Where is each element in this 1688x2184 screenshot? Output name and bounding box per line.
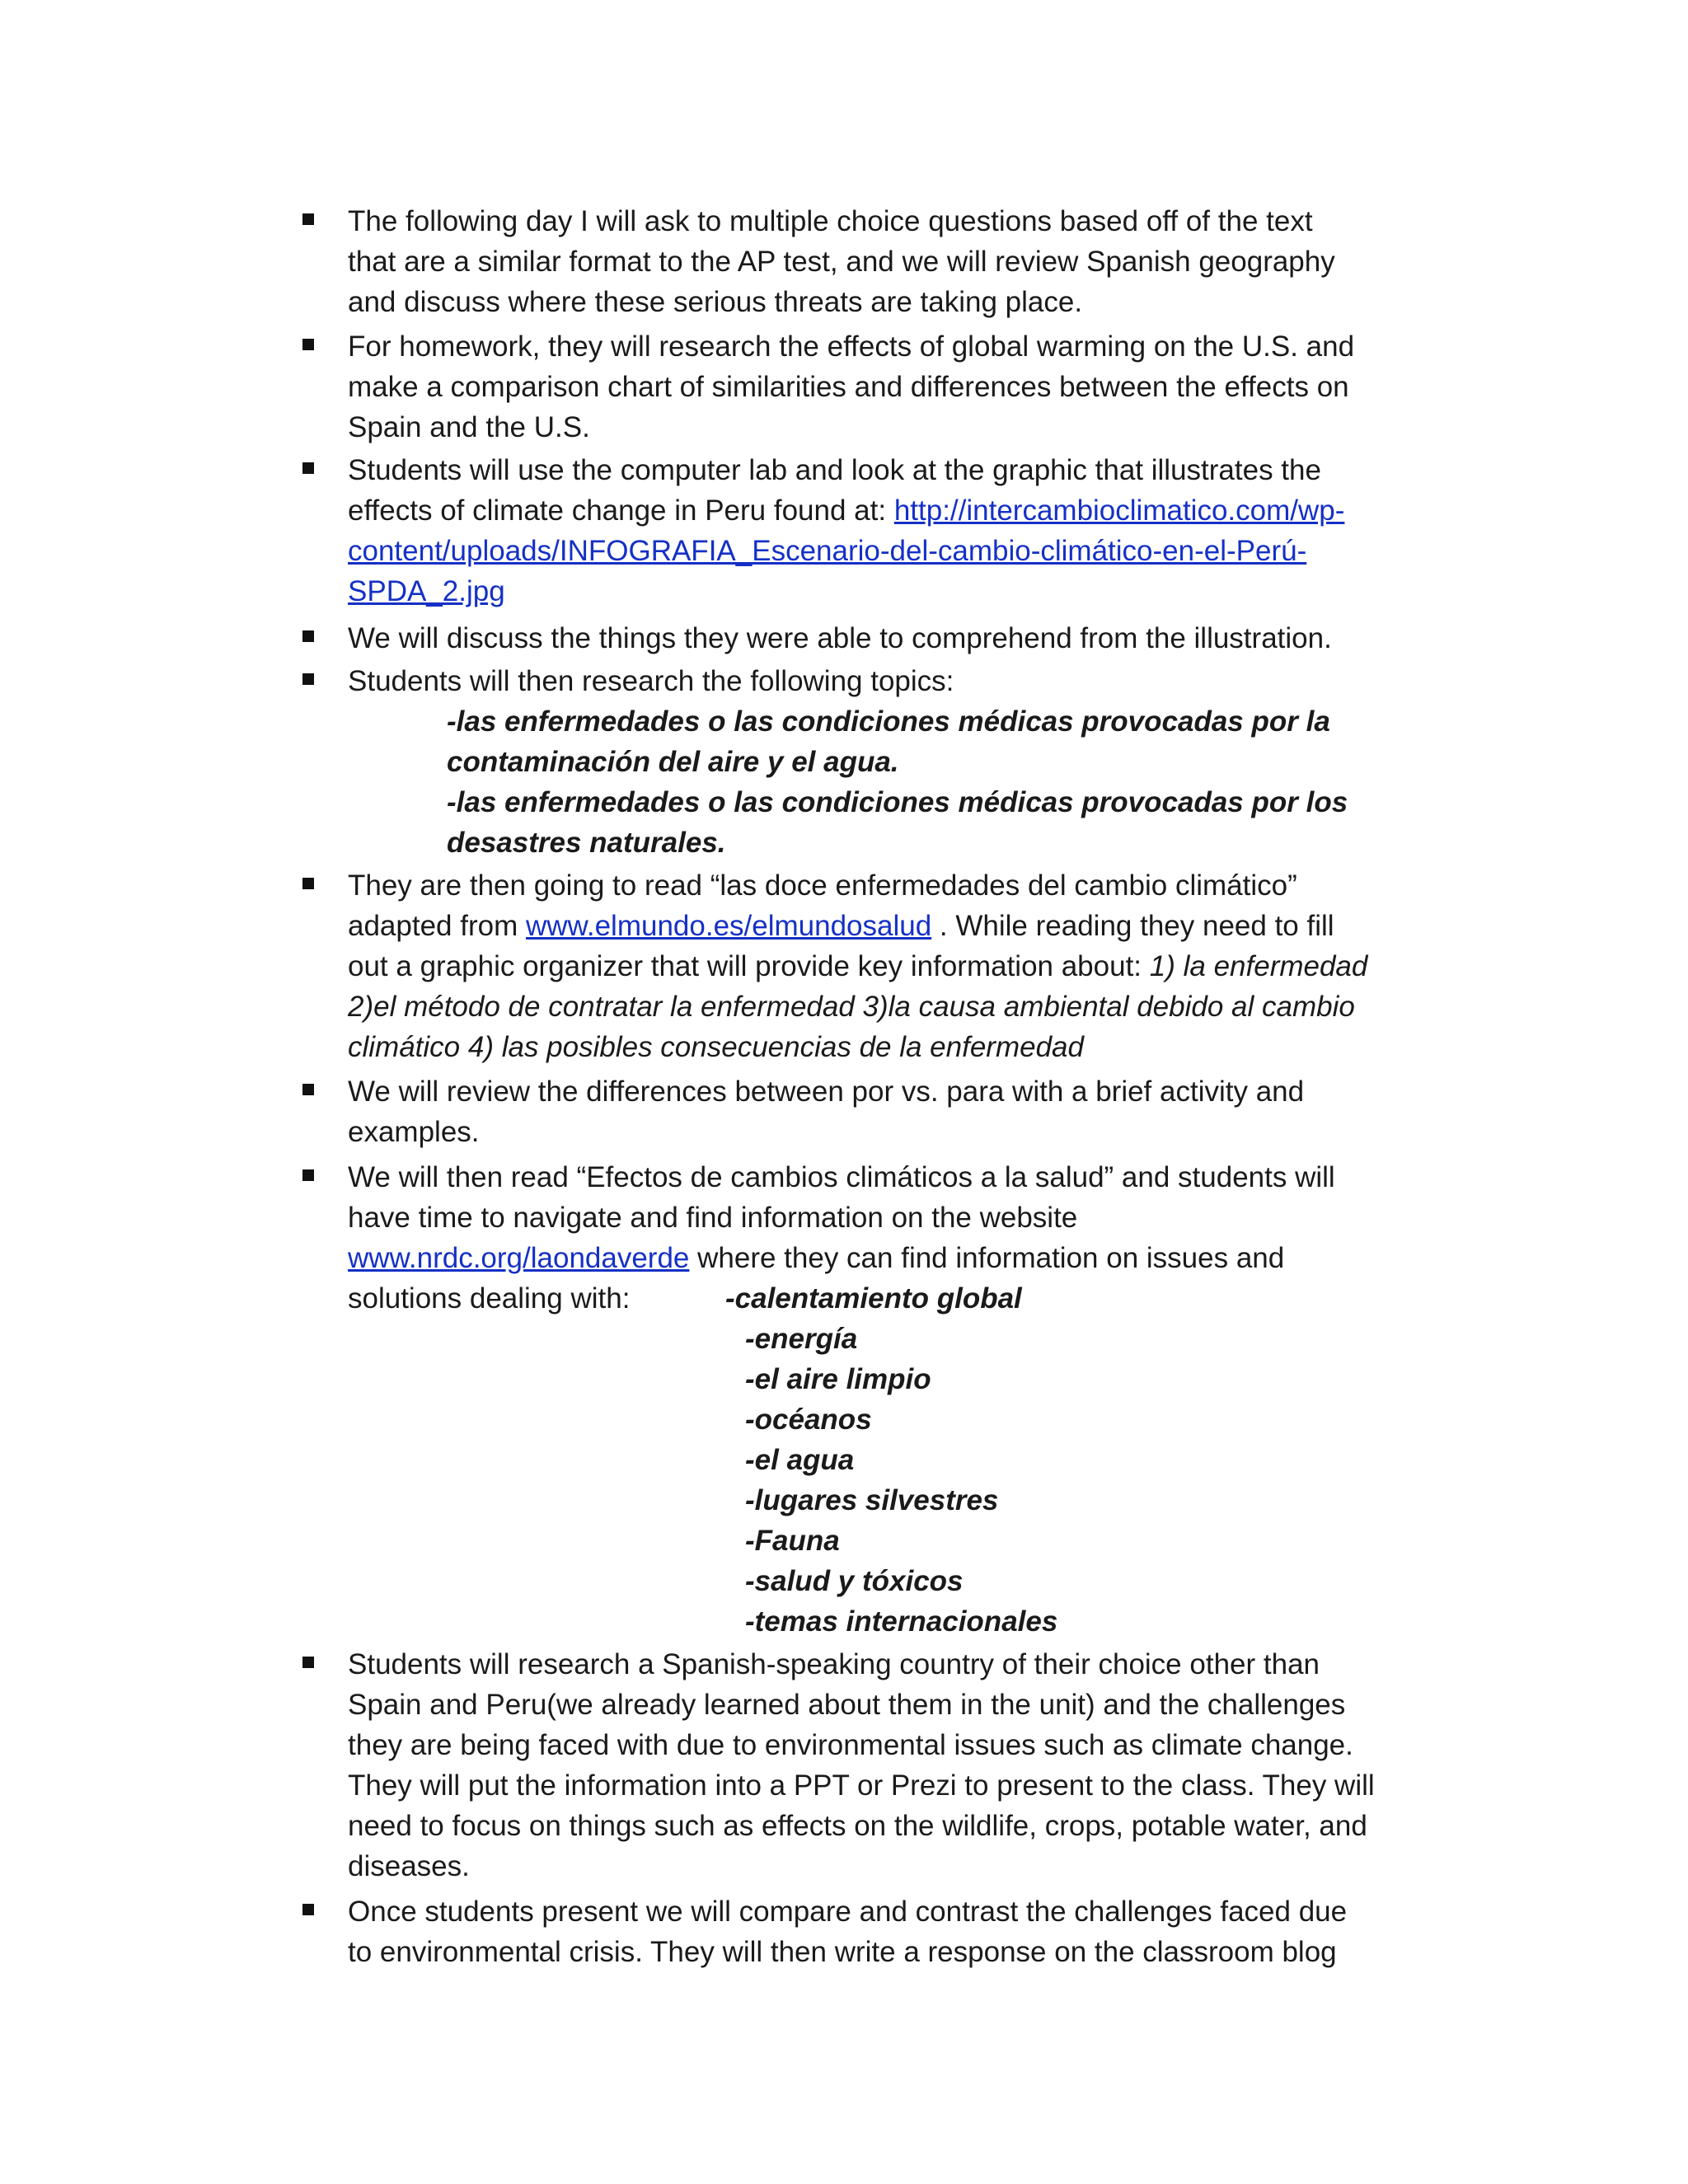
square-bullet-icon: [302, 1169, 314, 1181]
topic-line: -temas internacionales: [745, 1605, 1058, 1638]
topic-line: desastres naturales.: [447, 827, 726, 859]
topic-line: -las enfermedades o las condiciones médicas provocadas por la: [447, 705, 1330, 738]
text-line: Once students present we will compare and contrast the challenges faced due: [348, 1896, 1348, 1928]
topic-line: -salud y tóxicos: [745, 1565, 964, 1597]
text-line: make a comparison chart of similarities and differences between the effects on: [348, 371, 1349, 403]
text-line: Spain and the U.S.: [348, 411, 590, 443]
square-bullet-icon: [302, 213, 314, 225]
square-bullet-icon: [302, 1657, 314, 1668]
text-line: [348, 946, 1367, 987]
topic-line: -lugares silvestres: [745, 1484, 999, 1516]
text-line: [348, 1238, 1284, 1278]
text-line: We will discuss the things they were able to comprehend from the illustration.: [348, 622, 1332, 654]
square-bullet-icon: [302, 673, 314, 685]
text-segment: adapted from: [348, 910, 526, 942]
text-line: Students will then research the following topics:: [348, 665, 954, 697]
square-bullet-icon: [302, 339, 314, 350]
peru-infographic-link-cont[interactable]: content/uploads/INFOGRAFIA_Escenario-del-cambio-climático-en-el-Perú-: [348, 535, 1307, 567]
square-bullet-icon: [302, 462, 314, 474]
topic-line: -el agua: [745, 1444, 855, 1476]
text-line: 2)el método de contratar la enfermedad 3)la causa ambiental debido al cambio: [348, 991, 1355, 1023]
text-segment: out a graphic organizer that will provide key information about:: [348, 950, 1150, 982]
nrdc-link[interactable]: www.nrdc.org/laondaverde: [348, 1242, 690, 1274]
text-line: diseases.: [348, 1850, 470, 1882]
text-line: We will review the differences between por vs. para with a brief activity and: [348, 1076, 1305, 1108]
text-line: have time to navigate and find information on the website: [348, 1202, 1078, 1234]
text-line: They will put the information into a PPT or Prezi to present to the class. They will: [348, 1769, 1375, 1802]
text-line: Students will use the computer lab and look at the graphic that illustrates the: [348, 454, 1321, 486]
topic-line: -las enfermedades o las condiciones médicas provocadas por los: [447, 786, 1348, 818]
square-bullet-icon: [302, 1904, 314, 1915]
text-line: Students will research a Spanish-speaking country of their choice other than: [348, 1648, 1320, 1680]
text-line: They are then going to read “las doce enfermedades del cambio climático”: [348, 869, 1297, 902]
text-line: Spain and Peru(we already learned about them in the unit) and the challenges: [348, 1689, 1346, 1721]
text-segment: 1) la enfermedad: [1149, 950, 1368, 982]
text-line: [348, 490, 1344, 531]
text-line: We will then read “Efectos de cambios climáticos a la salud” and students will: [348, 1161, 1335, 1193]
topic-line: -océanos: [745, 1404, 872, 1436]
text-segment: where they can find information on issues and: [689, 1242, 1285, 1274]
text-line: [348, 531, 1306, 571]
text-line: [348, 906, 1334, 946]
square-bullet-icon: [302, 630, 314, 642]
text-line: The following day I will ask to multiple choice questions based off of the text: [348, 205, 1313, 237]
text-line: examples.: [348, 1116, 480, 1148]
topic-line: contaminación del aire y el agua.: [447, 746, 899, 778]
elmundo-link[interactable]: www.elmundo.es/elmundosalud: [525, 910, 932, 942]
text-line: [348, 571, 505, 612]
topic-line: -energía: [745, 1323, 858, 1355]
peru-infographic-link[interactable]: http://intercambioclimatico.com/wp-: [893, 494, 1345, 527]
text-line: that are a similar format to the AP test, and we will review Spanish geography: [348, 246, 1335, 278]
text-segment: . While reading they need to fill: [931, 910, 1334, 942]
text-line: need to focus on things such as effects on the wildlife, crops, potable water, and: [348, 1810, 1367, 1842]
text-line: climático 4) las posibles consecuencias de la enfermedad: [348, 1031, 1084, 1063]
text-line: to environmental crisis. They will then write a response on the classroom blog: [348, 1936, 1337, 1968]
text-line: they are being faced with due to environmental issues such as climate change.: [348, 1729, 1353, 1761]
topic-line: -el aire limpio: [745, 1363, 931, 1395]
topic-line: -calentamiento global: [725, 1282, 1022, 1315]
text-segment: effects of climate change in Peru found at:: [348, 494, 894, 527]
text-line: solutions dealing with:: [348, 1282, 631, 1315]
topic-line: -Fauna: [745, 1525, 840, 1557]
text-line: For homework, they will research the effects of global warming on the U.S. and: [348, 330, 1355, 363]
square-bullet-icon: [302, 878, 314, 889]
text-line: and discuss where these serious threats are taking place.: [348, 286, 1083, 318]
peru-infographic-link-end[interactable]: SPDA_2.jpg: [348, 575, 505, 607]
square-bullet-icon: [302, 1084, 314, 1095]
